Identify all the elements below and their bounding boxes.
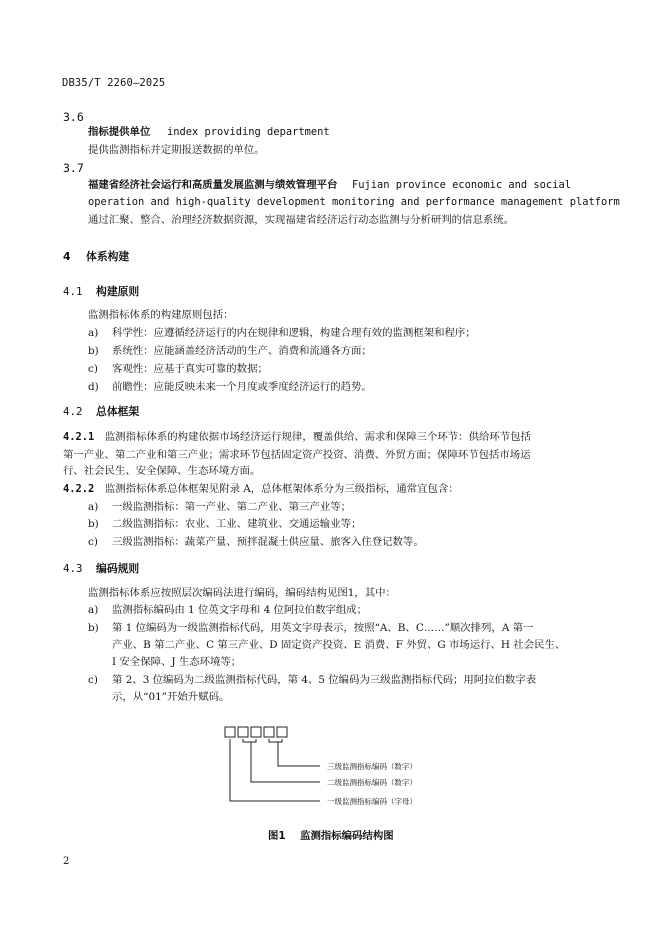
figure-label-level-2: 二级监测指标编码（数字） [327,778,417,787]
list-text-continued: I 安全保障、J 生态环境等； [112,656,242,668]
list-text: 监测指标编码由 1 位英文字母和 4 位阿拉伯数字组成； [112,604,368,616]
figure-label-level-1: 一级监测指标编码（字母） [327,797,417,806]
list-item [88,380,372,394]
s42-p1-line3: 行、社会民生、安全保障、生态环境方面。 [63,465,261,477]
bracket-level-3 [269,739,282,742]
list-item [88,603,367,617]
leader-line-level-2 [251,742,320,782]
list-text: 系统性：应能涵盖经济活动的生产、消费和流通各方面； [112,345,372,357]
figure-label-level-3: 三级监测指标编码（数字） [327,762,417,771]
leader-line-level-1 [230,739,320,801]
code-box-4 [264,727,274,737]
list-text: 第 2、3 位编码为二级监测指标代码，第 4、5 位编码为三级监测指标代码；用阿拉伯数字表 [112,674,537,686]
list-label: a) [88,327,99,339]
list-item [88,517,361,531]
s43-intro: 监测指标体系应按照层次编码法进行编码，编码结构见图1，其中： [88,587,396,599]
list-label: c) [88,536,98,548]
s41-intro: 监测指标体系的构建原则包括： [88,309,234,321]
section-4-3-number: 4.3 [63,562,83,575]
list-label: c) [88,363,98,375]
section-4-1-title: 构建原则 [96,285,140,298]
list-item [88,500,351,514]
code-box-1 [225,727,235,737]
term-number-3-6: 3.6 [63,110,84,124]
section-4-heading [63,249,129,264]
bracket-level-2 [243,739,256,742]
list-label: b) [88,345,99,357]
section-4-2-heading [63,404,139,419]
document-code: DB35/T 2260—2025 [62,77,166,89]
paragraph-text: 监测指标体系总体框架见附录 A，总体框架体系分为三级指标，通常宜包含： [104,483,459,495]
term-3-6-cn: 指标提供单位 [88,126,151,138]
s42-p2 [63,482,459,496]
list-label: c) [88,674,98,686]
list-text: 客观性：应基于真实可靠的数据； [112,363,268,375]
term-3-6-title [88,125,330,139]
list-text: 第 1 位编码为一级监测指标代码，用英文字母表示，按照“A、B、C……”顺次排列，A 第一 [112,622,534,634]
term-3-7-definition: 通过汇聚、整合、治理经济数据资源，实现福建省经济运行动态监测与分析研判的信息系统。 [88,214,515,226]
s42-p1-line2: 第一产业、第二产业和第三产业；需求环节包括固定资产投资、消费、外贸方面；保障环节包括市场运 [63,449,531,461]
code-box-3 [251,727,261,737]
list-text: 前瞻性：应能反映未来一个月度或季度经济运行的趋势。 [112,381,372,393]
section-4-number: 4 [63,250,71,263]
section-4-title: 体系构建 [86,250,130,263]
list-text: 二级监测指标：农业、工业、建筑业、交通运输业等； [112,518,362,530]
list-label: b) [88,622,99,634]
list-item [88,344,372,358]
s42-p1-line1 [63,430,531,444]
list-label: d) [88,381,99,393]
code-box-2 [238,727,248,737]
term-3-6-definition: 提供监测指标并定期报送数据的单位。 [88,144,265,156]
term-3-7-cn: 福建省经济社会运行和高质量发展监测与绩效管理平台 [88,179,338,191]
list-text: 三级监测指标：蔬菜产量、预拌混凝土供应量、旅客入住登记数等。 [112,536,424,548]
clause-number: 4.2.1 [63,431,95,443]
leader-line-level-3 [278,742,320,766]
list-text-continued: 产业、B 第二产业、C 第三产业、D 固定资产投资、E 消费、F 外贸、G 市场运行、H 社会民生、 [112,639,566,651]
term-3-7-en-line2: operation and high-quality development monitoring and performance management platform [88,196,620,208]
list-label: a) [88,501,99,513]
page-number: 2 [63,856,70,867]
term-number-3-7: 3.7 [63,161,84,175]
section-4-1-number: 4.1 [63,285,83,298]
list-text: 科学性：应遵循经济运行的内在规律和逻辑，构建合理有效的监测框架和程序； [112,327,476,339]
section-4-2-number: 4.2 [63,405,83,418]
term-3-7-en-line1: Fujian province economic and social [352,179,571,191]
list-text-continued: 示，从“01”开始升赋码。 [112,691,230,703]
list-item [88,362,268,376]
term-3-7-title-line1 [88,178,571,192]
clause-number: 4.2.2 [63,483,95,495]
section-4-3-heading [63,561,139,576]
list-item [88,673,536,687]
section-4-1-heading [63,284,139,299]
list-item [88,621,533,635]
list-label: b) [88,518,99,530]
list-item [88,535,424,549]
paragraph-text: 监测指标体系的构建依据市场经济运行规律，覆盖供给、需求和保障三个环节：供给环节包括 [104,431,531,443]
list-text: 一级监测指标：第一产业、第二产业、第三产业等； [112,501,351,513]
figure-caption: 图1 监测指标编码结构图 [268,830,394,842]
section-4-3-title: 编码规则 [96,562,140,575]
list-label: a) [88,604,99,616]
list-item [88,326,476,340]
code-box-5 [277,727,287,737]
term-3-6-en: index providing department [166,126,330,138]
section-4-2-title: 总体框架 [96,405,140,418]
